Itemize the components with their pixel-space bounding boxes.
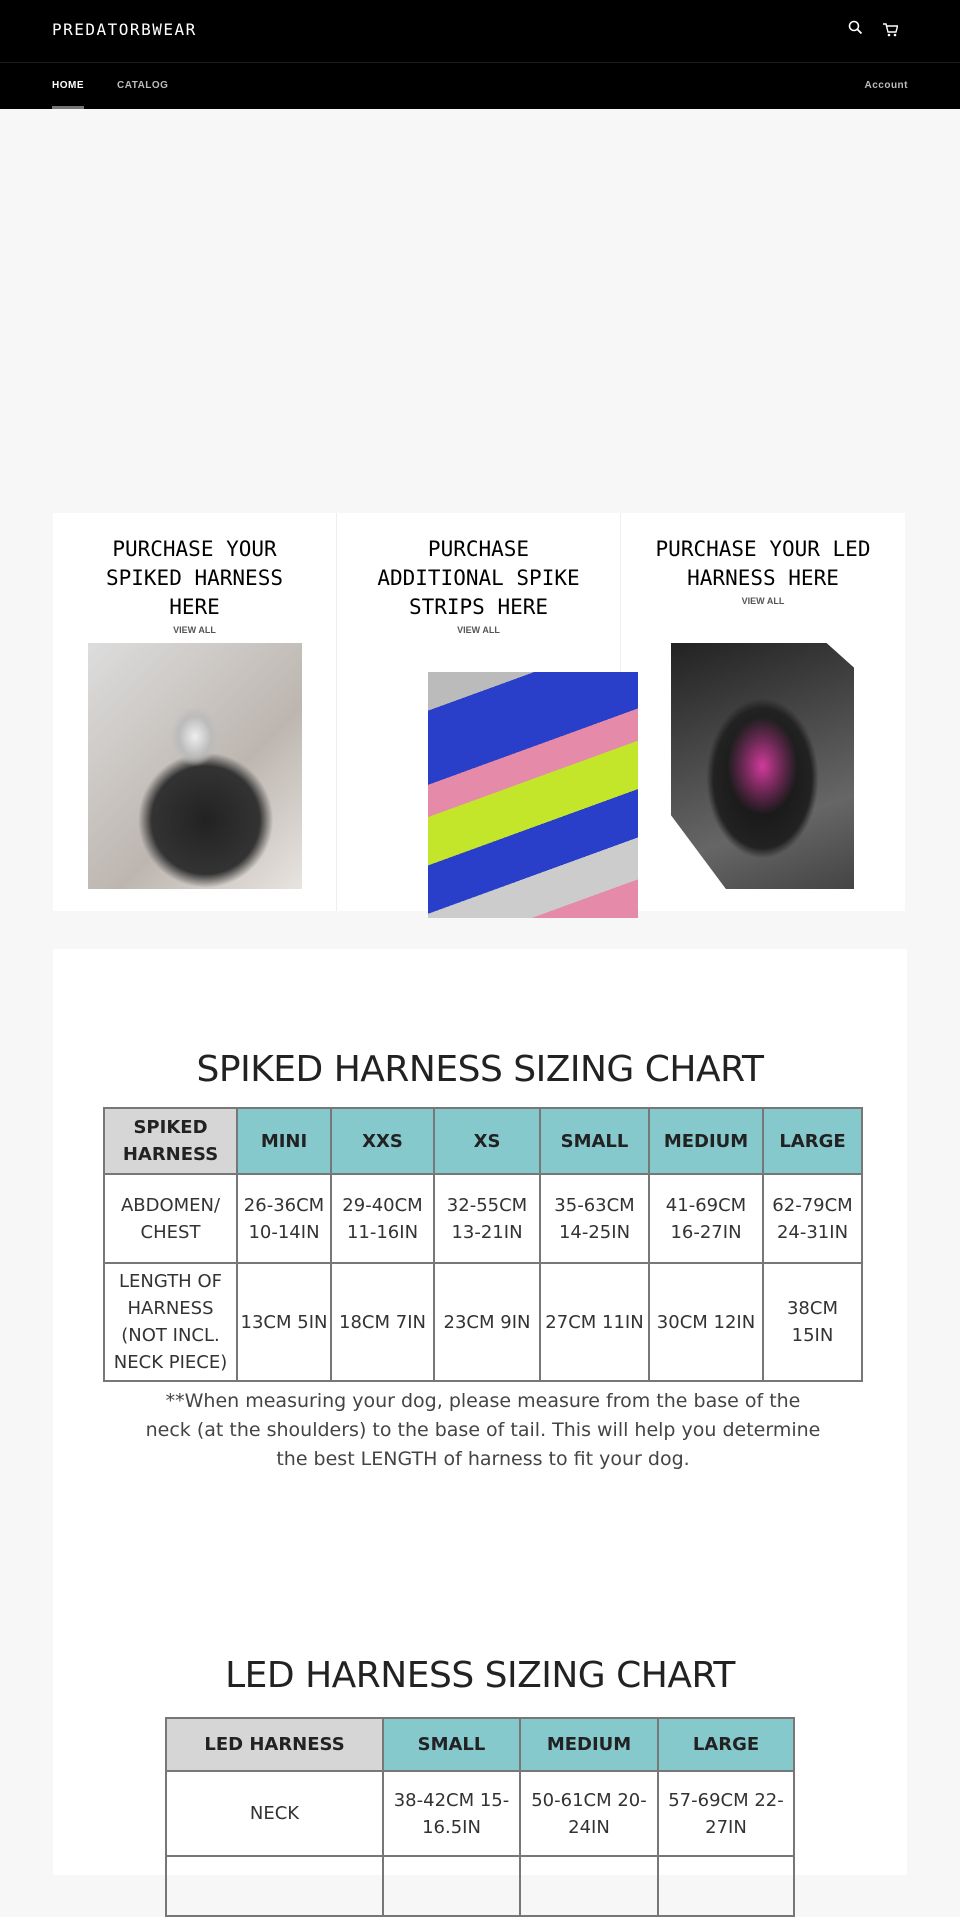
- table-cell: 50-61CM 20-24IN: [520, 1771, 658, 1856]
- cart-icon[interactable]: [882, 23, 898, 41]
- table-header: LARGE: [658, 1718, 794, 1771]
- view-all-link[interactable]: VIEW ALL: [173, 625, 216, 635]
- active-nav-indicator: [52, 106, 84, 109]
- table-header: MINI: [237, 1108, 331, 1174]
- table-cell: 13CM 5IN: [237, 1263, 331, 1381]
- view-all-link[interactable]: VIEW ALL: [741, 596, 785, 606]
- table-row: [166, 1856, 794, 1916]
- led-chart-title: LED HARNESS SIZING CHART: [225, 1655, 735, 1696]
- table-header: LED HARNESS: [166, 1718, 383, 1771]
- table-cell: 27CM 11IN: [540, 1263, 649, 1381]
- collection-card-led-harness[interactable]: [621, 513, 905, 911]
- table-header: XS: [434, 1108, 540, 1174]
- table-cell: 38-42CM 15-16.5IN: [383, 1771, 520, 1856]
- table-row: [104, 1174, 862, 1263]
- table-cell: 35-63CM 14-25IN: [540, 1174, 649, 1263]
- table-cell: 38CM 15IN: [763, 1263, 862, 1381]
- collection-title[interactable]: PURCHASE YOUR SPIKED HARNESS HERE: [105, 537, 283, 619]
- table-header: SMALL: [540, 1108, 649, 1174]
- site-header: [0, 0, 960, 63]
- row-label: ABDOMEN/ CHEST: [104, 1174, 237, 1263]
- collection-title[interactable]: PURCHASE YOUR LED HARNESS HERE: [655, 537, 871, 590]
- search-icon[interactable]: [848, 20, 863, 39]
- table-cell: 41-69CM 16-27IN: [649, 1174, 763, 1263]
- table-row: [104, 1263, 862, 1381]
- spike-strips-image[interactable]: [428, 672, 638, 918]
- spiked-chart-title: SPIKED HARNESS SIZING CHART: [196, 1049, 764, 1090]
- led-harness-image[interactable]: [671, 643, 854, 889]
- account-link[interactable]: Account: [864, 80, 908, 91]
- view-all-link[interactable]: VIEW ALL: [457, 625, 500, 635]
- collection-card-spiked-harness[interactable]: [53, 513, 337, 911]
- collection-title[interactable]: PURCHASE ADDITIONAL SPIKE STRIPS HERE: [377, 537, 580, 619]
- table-cell: 23CM 9IN: [434, 1263, 540, 1381]
- row-label: LENGTH OF HARNESS (NOT INCL. NECK PIECE): [104, 1263, 237, 1381]
- collection-list: [53, 513, 905, 911]
- row-label: NECK: [166, 1771, 383, 1856]
- nav-catalog[interactable]: CATALOG: [117, 80, 169, 91]
- table-cell: 32-55CM 13-21IN: [434, 1174, 540, 1263]
- led-sizing-table: [165, 1717, 795, 1917]
- table-header: SPIKED HARNESS: [104, 1108, 237, 1174]
- nav-home[interactable]: HOME: [52, 80, 84, 91]
- table-header: MEDIUM: [520, 1718, 658, 1771]
- spiked-sizing-table: [103, 1107, 863, 1382]
- table-header: LARGE: [763, 1108, 862, 1174]
- table-cell: 62-79CM 24-31IN: [763, 1174, 862, 1263]
- table-row: [166, 1771, 794, 1856]
- table-cell: 18CM 7IN: [331, 1263, 434, 1381]
- table-cell: 57-69CM 22-27IN: [658, 1771, 794, 1856]
- table-cell: 30CM 12IN: [649, 1263, 763, 1381]
- measuring-note: **When measuring your dog, please measure from the base of the neck (at the shoulders) to the base of tail. This will help you determine the best LENGTH of harness to fit your dog.: [145, 1390, 821, 1470]
- site-logo[interactable]: PREDATORBWEAR: [52, 20, 197, 39]
- collection-card-spike-strips[interactable]: [337, 513, 621, 911]
- main-nav: [0, 63, 960, 109]
- table-header: SMALL: [383, 1718, 520, 1771]
- table-cell: 29-40CM 11-16IN: [331, 1174, 434, 1263]
- table-header: MEDIUM: [649, 1108, 763, 1174]
- table-header: XXS: [331, 1108, 434, 1174]
- sizing-charts: [53, 949, 907, 1875]
- table-cell: 26-36CM 10-14IN: [237, 1174, 331, 1263]
- dog-spiked-harness-image[interactable]: [88, 643, 302, 889]
